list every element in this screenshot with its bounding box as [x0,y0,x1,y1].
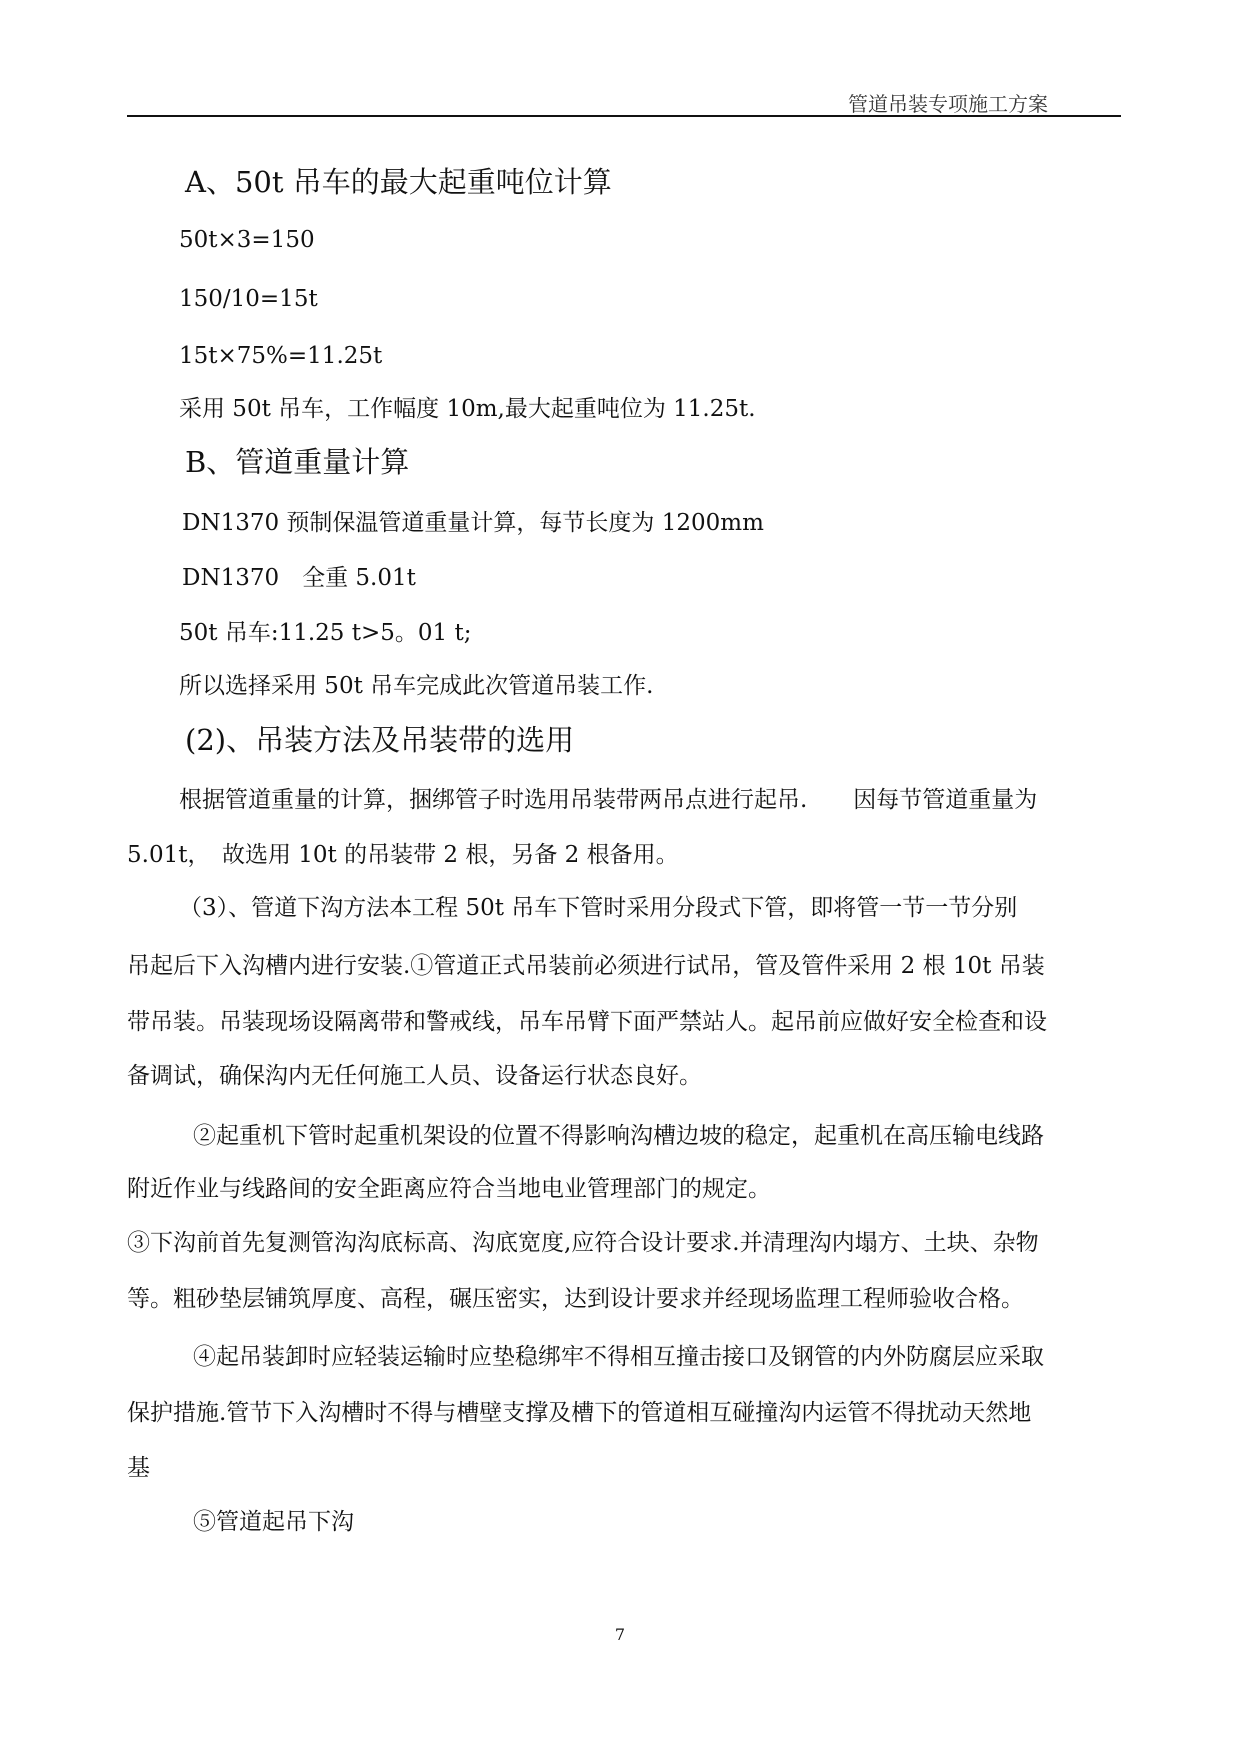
para-2-line-2: 5.01t， 故选用 10t 的吊装带 2 根，另备 2 根备用。 [127,842,679,868]
page-number: 7 [614,1625,626,1644]
calc-a-result: 采用 50t 吊车，工作幅度 10m,最大起重吨位为 11.25t. [179,396,756,422]
para-3-line-3: 带吊装。吊装现场设隔离带和警戒线，吊车吊臂下面严禁站人。起吊前应做好安全检查和设 [127,1009,1047,1035]
para-c3-line-1: ③下沟前首先复测管沟沟底标高、沟底宽度,应符合设计要求.并清理沟内塌方、土块、杂物 [127,1230,1039,1256]
header-rule [127,115,1121,117]
para-c4-line-1: ④起吊装卸时应轻装运输时应垫稳绑牢不得相互撞击接口及钢管的内外防腐层应采取 [193,1344,1044,1370]
para-c2-line-2: 附近作业与线路间的安全距离应符合当地电业管理部门的规定。 [127,1176,771,1202]
heading-b: B、管道重量计算 [185,445,410,479]
para-2-line-1: 根据管道重量的计算，捆绑管子时选用吊装带两吊点进行起吊. 因每节管道重量为 [179,787,1038,813]
header-title: 管道吊装专项施工方案 [848,92,1048,116]
calc-b-line-3: 50t 吊车:11.25 t>5。01 t; [179,620,472,646]
calc-b-line-2: DN1370 全重 5.01t [182,565,416,591]
heading-2: (2)、吊装方法及吊装带的选用 [185,723,575,757]
calc-b-result: 所以选择采用 50t 吊车完成此次管道吊装工作. [179,673,654,699]
calc-a-line-1: 50t×3=150 [179,227,315,253]
para-3-line-2: 吊起后下入沟槽内进行安装.①管道正式吊装前必须进行试吊，管及管件采用 2 根 10t 吊装 [127,953,1045,979]
para-c4-line-2: 保护措施.管节下入沟槽时不得与槽壁支撑及槽下的管道相互碰撞沟内运管不得扰动天然地 [127,1400,1032,1426]
para-3-line-1: （3）、管道下沟方法本工程 50t 吊车下管时采用分段式下管，即将管一节一节分别 [179,895,1018,921]
para-c3-line-2: 等。粗砂垫层铺筑厚度、高程，碾压密实，达到设计要求并经现场监理工程师验收合格。 [127,1286,1024,1312]
calc-a-line-2: 150/10=15t [179,286,318,312]
calc-a-line-3: 15t×75%=11.25t [179,343,383,369]
para-c2-line-1: ②起重机下管时起重机架设的位置不得影响沟槽边坡的稳定，起重机在高压输电线路 [193,1123,1044,1149]
heading-a: A、50t 吊车的最大起重吨位计算 [185,165,612,199]
calc-b-line-1: DN1370 预制保温管道重量计算，每节长度为 1200mm [182,510,764,536]
para-c4-line-3: 基 [127,1455,150,1481]
para-3-line-4: 备调试，确保沟内无任何施工人员、设备运行状态良好。 [127,1063,702,1089]
para-c5-line-1: ⑤管道起吊下沟 [193,1509,354,1535]
